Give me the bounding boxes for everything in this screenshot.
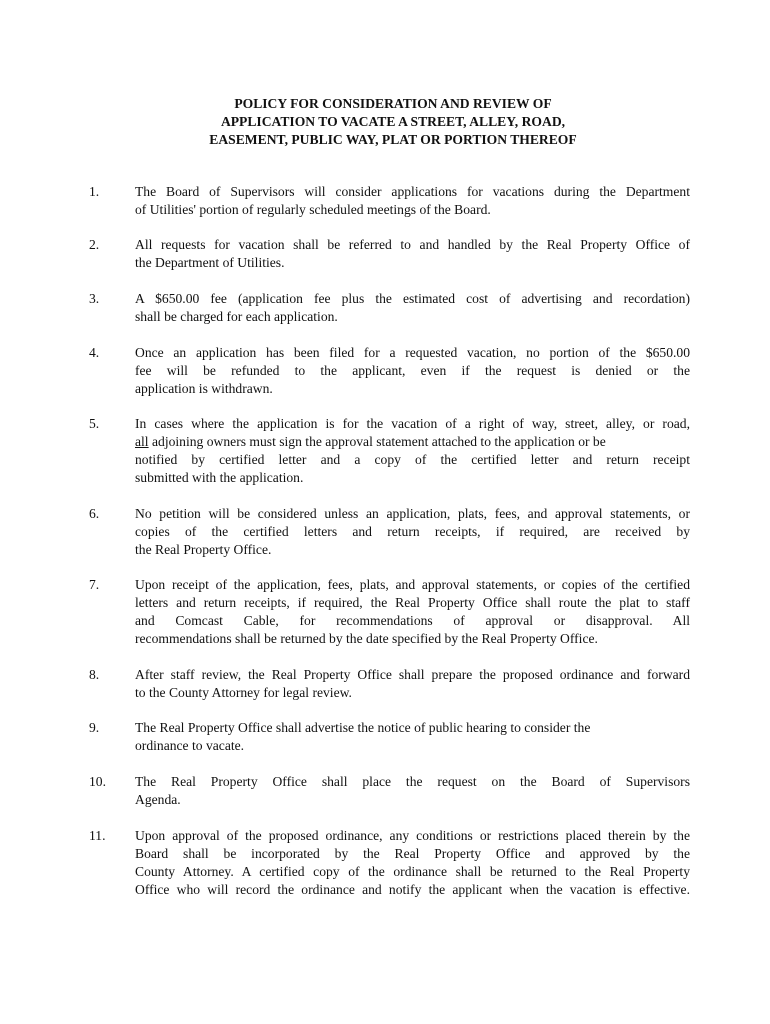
text-line: the Department of Utilities. [135, 255, 285, 270]
text-line: Upon approval of the proposed ordinance, any conditions or restrictions placed therein by the [135, 828, 690, 843]
text-line: The Real Property Office shall place the request on the Board of Supervisors [135, 774, 690, 789]
item-number: 4. [89, 345, 100, 360]
item-text [135, 827, 690, 899]
item-text [135, 290, 690, 326]
text-line [135, 433, 690, 451]
item-text [135, 719, 690, 755]
text-line: of Utilities' portion of regularly scheduled meetings of the Board. [135, 202, 491, 217]
item-number: 3. [89, 291, 100, 306]
text-line: No petition will be considered unless an application, plats, fees, and approval statements, or [135, 506, 690, 521]
text-line: fee will be refunded to the applicant, even if the request is denied or the [135, 363, 690, 378]
text-fragment: adjoining owners must sign the approval statement attached to the application or be [152, 434, 606, 449]
item-text [135, 773, 690, 809]
item-number: 10. [89, 774, 106, 789]
item-text [135, 666, 690, 702]
text-line: to the County Attorney for legal review. [135, 685, 352, 700]
item-text [135, 344, 690, 398]
text-line: notified by certified letter and a copy of the certified letter and return receipt [135, 452, 690, 467]
text-line: Upon receipt of the application, fees, plats, and approval statements, or copies of the certified [135, 577, 690, 592]
text-line: submitted with the application. [135, 470, 304, 485]
item-text [135, 415, 690, 487]
title-line: APPLICATION TO VACATE A STREET, ALLEY, ROAD, [220, 114, 566, 129]
item-number: 8. [89, 667, 100, 682]
text-line: In cases where the application is for the vacation of a right of way, street, alley, or road, [135, 416, 690, 431]
text-line: The Real Property Office shall advertise the notice of public hearing to consider the [135, 720, 591, 735]
text-line: The Board of Supervisors will consider applications for vacations during the Department [135, 184, 690, 199]
text-line: County Attorney. A certified copy of the ordinance shall be returned to the Real Property [135, 864, 690, 879]
title-line: POLICY FOR CONSIDERATION AND REVIEW OF [234, 96, 552, 111]
item-number: 5. [89, 416, 100, 431]
item-number: 1. [89, 184, 100, 199]
item-text [135, 505, 690, 559]
item-number: 6. [89, 506, 100, 521]
title-line: EASEMENT, PUBLIC WAY, PLAT OR PORTION THEREOF [209, 132, 577, 147]
text-line: recommendations shall be returned by the date specified by the Real Property Office. [135, 631, 598, 646]
text-line: Agenda. [135, 792, 181, 807]
text-line: After staff review, the Real Property Office shall prepare the proposed ordinance and forward [135, 667, 690, 682]
item-text [135, 183, 690, 219]
text-line: application is withdrawn. [135, 381, 273, 396]
text-line: and Comcast Cable, for recommendations of approval or disapproval. All [135, 613, 690, 628]
text-line: copies of the certified letters and return receipts, if required, are received by [135, 524, 690, 539]
item-text [135, 236, 690, 272]
item-number: 7. [89, 577, 100, 592]
text-line: Office who will record the ordinance and notify the applicant when the vacation is effective. [135, 882, 690, 897]
text-line: letters and return receipts, if required, the Real Property Office shall route the plat to staff [135, 595, 690, 610]
text-line: A $650.00 fee (application fee plus the estimated cost of advertising and recordation) [135, 291, 690, 306]
item-number: 11. [89, 828, 106, 843]
item-number: 9. [89, 720, 100, 735]
item-text [135, 576, 690, 648]
text-line: Board shall be incorporated by the Real Property Office and approved by the [135, 846, 690, 861]
emphasis-underline: all [135, 434, 149, 449]
document-title [0, 95, 770, 149]
text-line: All requests for vacation shall be referred to and handled by the Real Property Office of [135, 237, 690, 252]
text-line: the Real Property Office. [135, 542, 272, 557]
text-line: Once an application has been filed for a requested vacation, no portion of the $650.00 [135, 345, 690, 360]
text-line: shall be charged for each application. [135, 309, 338, 324]
item-number: 2. [89, 237, 100, 252]
text-line: ordinance to vacate. [135, 738, 245, 753]
